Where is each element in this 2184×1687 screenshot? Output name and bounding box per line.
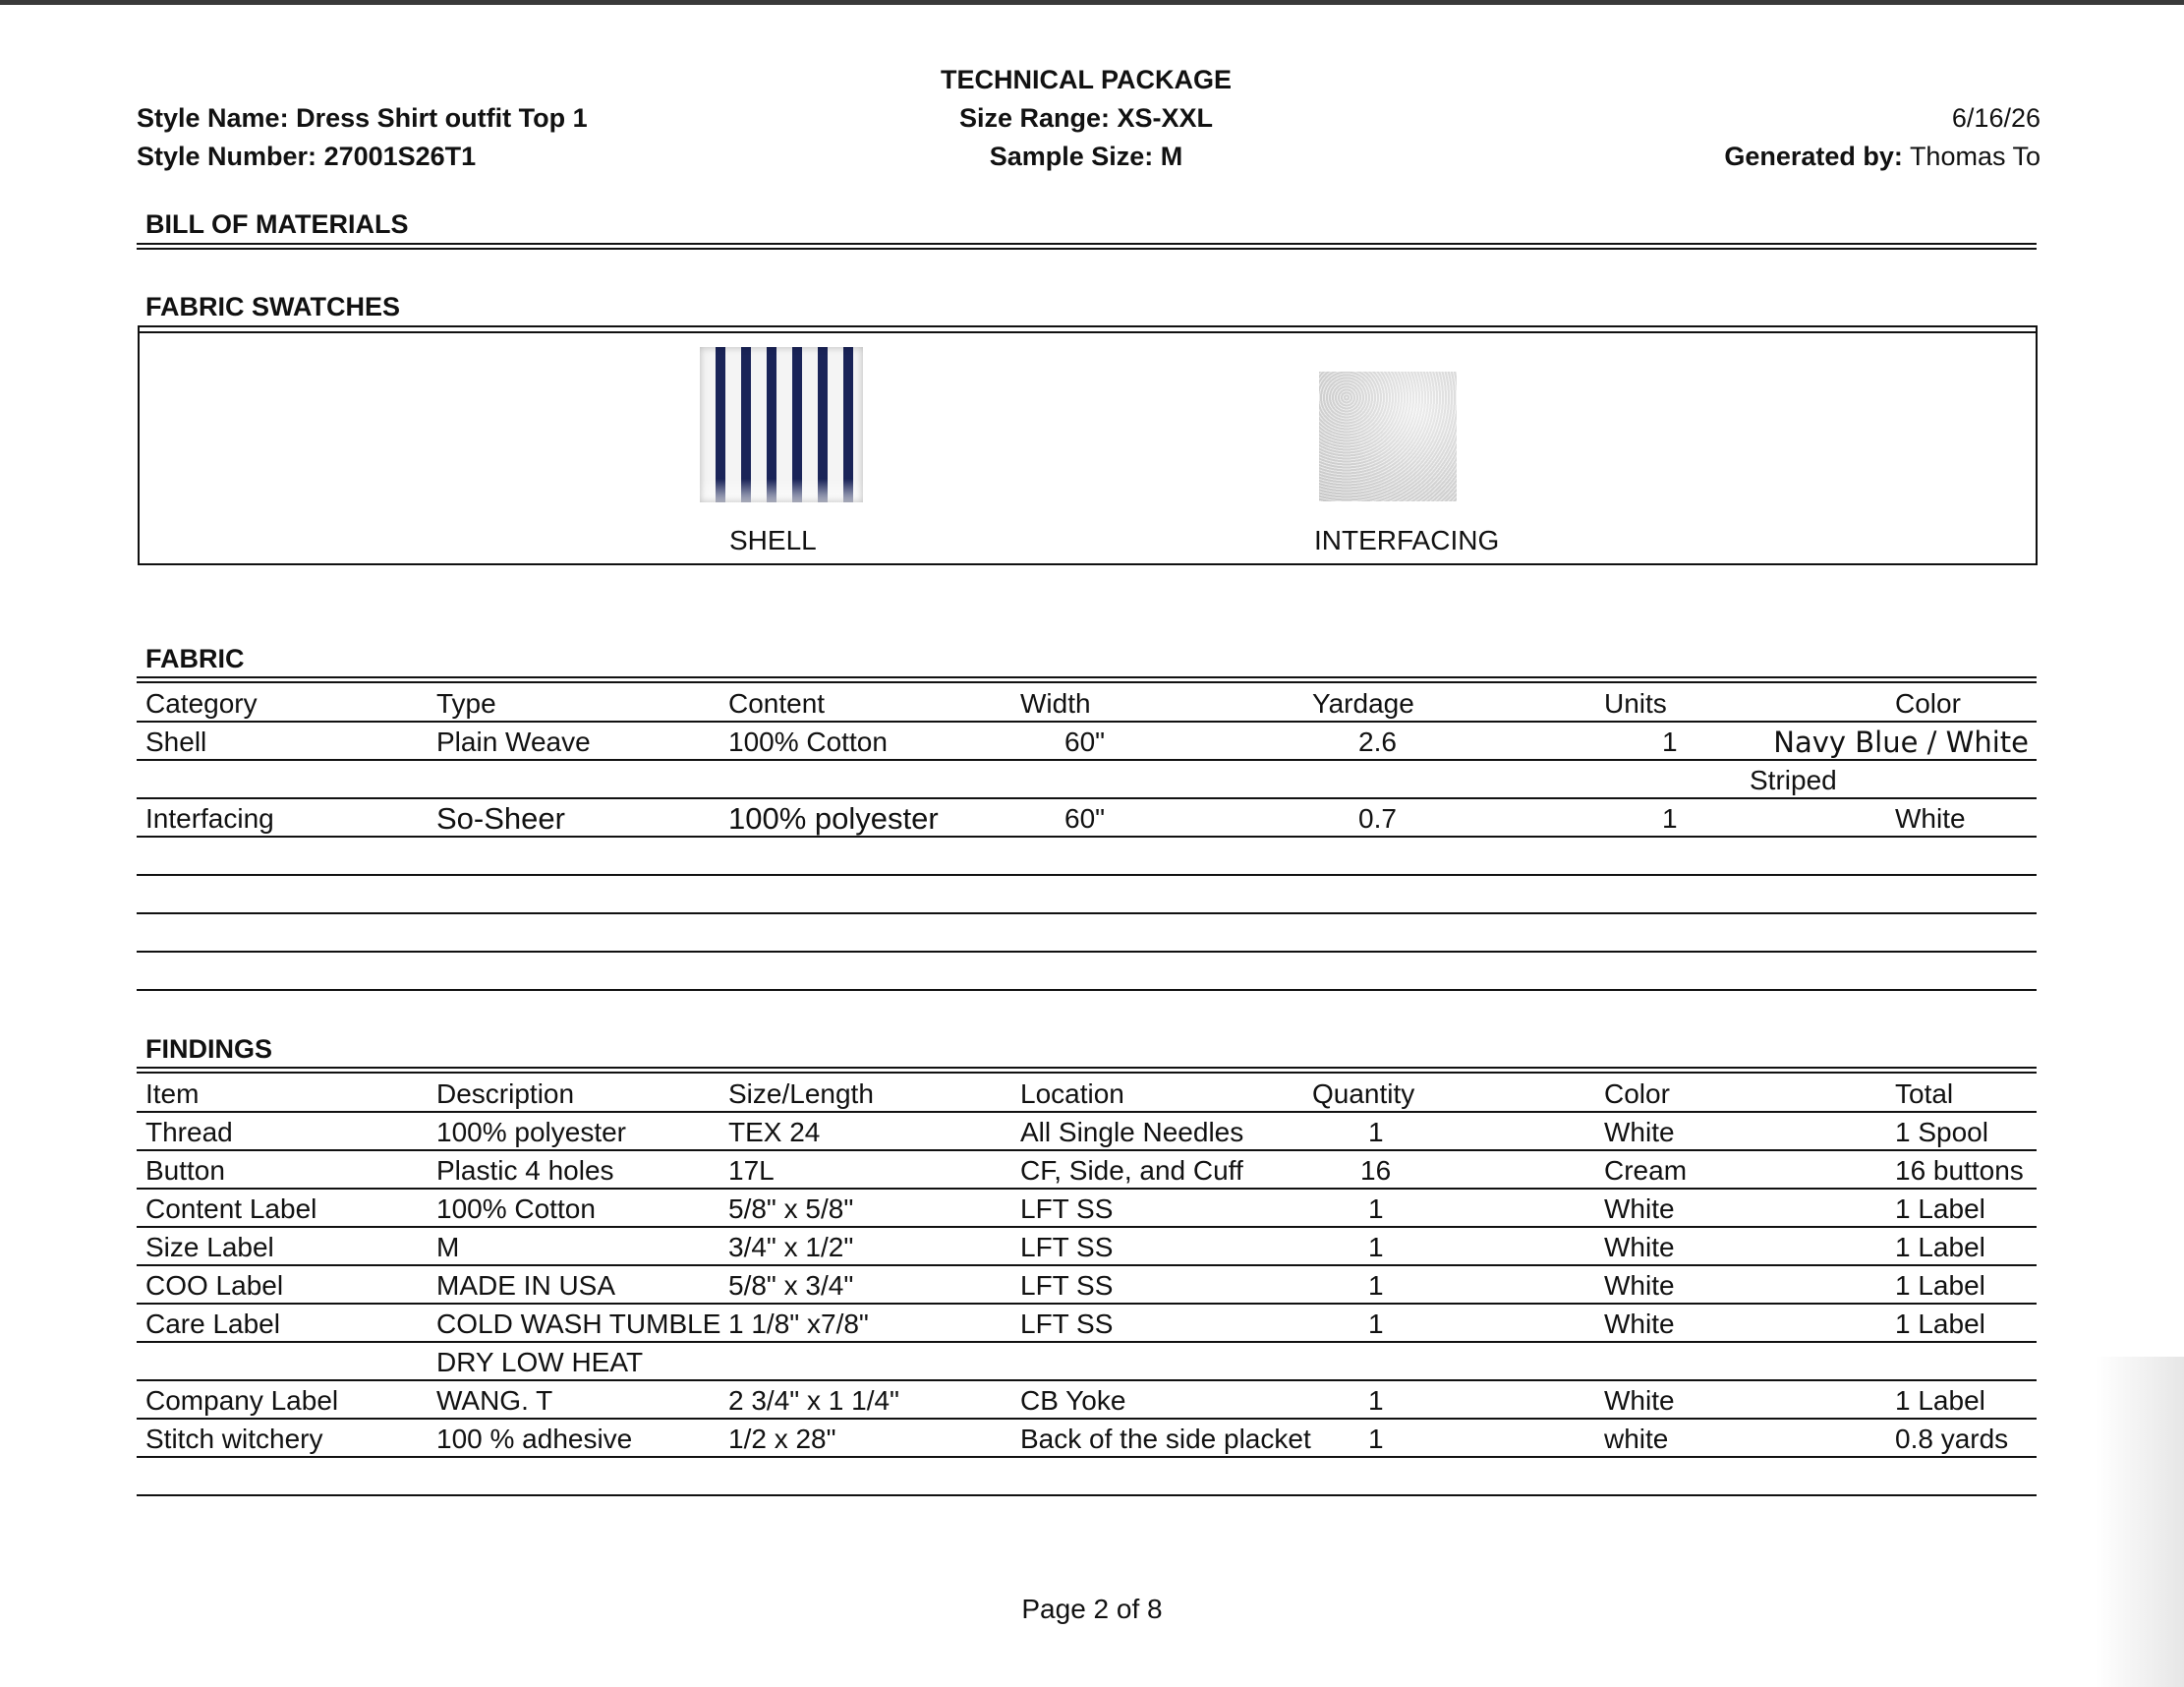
table-row: Striped: [137, 761, 2037, 799]
findings-col-description: Description: [436, 1078, 575, 1109]
swatch-panel: [138, 325, 2038, 565]
fabric-col-type: Type: [436, 688, 496, 719]
table-row: Company Label WANG. T 2 3/4" x 1 1/4" CB Yoke 1 White 1 Label: [137, 1381, 2037, 1420]
table-row: Shell Plain Weave 100% Cotton 60" 2.6 1 Navy Blue / White: [137, 723, 2037, 761]
table-row: COO Label MADE IN USA 5/8" x 3/4" LFT SS 1 White 1 Label: [137, 1266, 2037, 1305]
size-range: XS-XXL: [1117, 103, 1214, 133]
table-row: DRY LOW HEAT: [137, 1343, 2037, 1381]
bom-divider: [137, 243, 2037, 250]
fabric-col-units: Units: [1604, 688, 1667, 719]
fabric-col-color: Color: [1895, 688, 1961, 719]
generated-by-line: Generated by: Thomas To: [1724, 142, 2040, 171]
table-row: Size Label M 3/4" x 1/2" LFT SS 1 White 1 Label: [137, 1228, 2037, 1266]
table-row: [137, 876, 2037, 914]
page-number: Page 2 of 8: [1021, 1594, 1163, 1624]
style-number-line: Style Number: 27001S26T1: [137, 142, 477, 171]
fabric-col-width: Width: [1020, 688, 1091, 719]
page-edge-shadow: [2096, 1357, 2184, 1687]
table-row: Button Plastic 4 holes 17L CF, Side, and Cuff 16 Cream 16 buttons: [137, 1151, 2037, 1190]
header-right: [1573, 99, 2040, 176]
fabric-col-category: Category: [145, 688, 258, 719]
findings-col-color: Color: [1604, 1078, 1670, 1109]
fabric-table: [137, 684, 2037, 991]
findings-col-location: Location: [1020, 1078, 1124, 1109]
table-row: Thread 100% polyester TEX 24 All Single Needles 1 White 1 Spool: [137, 1113, 2037, 1151]
style-name-line: Style Name: Dress Shirt outfit Top 1: [137, 103, 588, 133]
document-date: 6/16/26: [1951, 103, 2040, 133]
table-row: [137, 953, 2037, 991]
findings-title: FINDINGS: [145, 1034, 273, 1064]
shell-swatch-label: SHELL: [729, 525, 817, 555]
table-row: [137, 838, 2037, 876]
findings-col-total: Total: [1895, 1078, 1954, 1109]
sample-size: M: [1160, 142, 1183, 171]
table-row: [137, 914, 2037, 953]
fabric-divider: [137, 676, 2037, 683]
sample-size-line: Sample Size: M: [989, 142, 1183, 171]
findings-col-item: Item: [145, 1078, 200, 1109]
fabric-header-row: [137, 684, 2037, 723]
style-name: Dress Shirt outfit Top 1: [296, 103, 588, 133]
header-left: [137, 99, 588, 176]
findings-divider: [137, 1067, 2037, 1074]
table-row: Stitch witchery 100 % adhesive 1/2 x 28" Back of the side placket 1 white 0.8 yards: [137, 1420, 2037, 1458]
fabric-col-yardage: Yardage: [1312, 688, 1414, 719]
fabric-col-content: Content: [728, 688, 826, 719]
fabric-title: FABRIC: [145, 644, 245, 673]
size-range-line: Size Range: XS-XXL: [958, 103, 1214, 133]
style-number: 27001S26T1: [323, 142, 477, 171]
swatches-title: FABRIC SWATCHES: [145, 292, 401, 321]
interfacing-swatch-label: INTERFACING: [1314, 525, 1500, 555]
findings-table: [137, 1075, 2037, 1496]
interfacing-swatch-image: [1319, 372, 1457, 501]
findings-col-size: Size/Length: [728, 1078, 874, 1109]
bom-title: BILL OF MATERIALS: [145, 209, 409, 239]
shell-swatch-image: [700, 347, 863, 502]
table-row: [137, 1458, 2037, 1496]
window-top-border: [0, 0, 2184, 5]
header-center: [890, 61, 1283, 176]
document-title: TECHNICAL PACKAGE: [940, 65, 1232, 94]
findings-col-quantity: Quantity: [1312, 1078, 1415, 1109]
findings-header-row: [137, 1075, 2037, 1113]
table-row: Interfacing So-Sheer 100% polyester 60" 0.7 1 White: [137, 799, 2037, 838]
generated-by: Thomas To: [1909, 142, 2040, 171]
table-row: Care Label COLD WASH TUMBLE 1 1/8" x7/8" LFT SS 1 White 1 Label: [137, 1305, 2037, 1343]
table-row: Content Label 100% Cotton 5/8" x 5/8" LFT SS 1 White 1 Label: [137, 1190, 2037, 1228]
